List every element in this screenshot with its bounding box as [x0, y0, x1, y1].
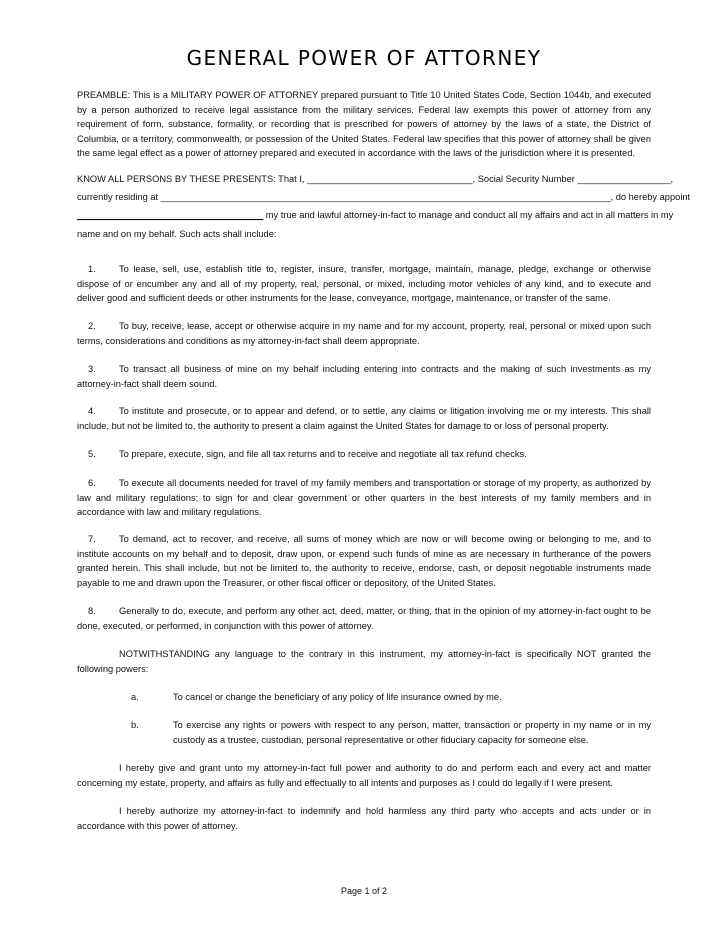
grant-paragraph [77, 761, 651, 790]
grant-text: I hereby give and grant unto my attorney-in-fact full power and authority to do and perform each and every act and matter concerning my estate, property, and affairs as fully and effectually to all intents and purposes as I could do legally if I were present. [77, 763, 651, 788]
item-8-number: 8. [88, 606, 96, 616]
item-4-text: To institute and prosecute, or to appear and defend, or to settle, any claims or litigation involving me or my interests. This shall include, but not be limited to, the authority to present a claim against the United States for damage to or loss of personal property. [77, 406, 651, 431]
item-3-number: 3. [88, 364, 96, 374]
item-4 [77, 404, 651, 433]
item-1-number: 1. [88, 264, 96, 274]
preamble-paragraph: PREAMBLE: This is a MILITARY POWER OF ATTORNEY prepared pursuant to Title 10 United States Code, Section 1044b, and executed by a person authorized to receive legal assistance from the military services. Federal law exempts this power of attorney from any requirement of form, substance, formality, or recording that is prescribed for powers of attorney by the laws of a state, the District of Columbia, or a territory, commonwealth, or possession of the United States. Federal law specifies that this power of attorney shall be given the same legal effect as a power of attorney prepared and executed in accordance with the laws of the jurisdiction where it is presented. [77, 90, 651, 159]
know-all-line-3-text: my true and lawful attorney-in-fact to manage and conduct all my affairs and act in all matters in my [263, 210, 674, 220]
item-6 [77, 476, 651, 520]
item-2-number: 2. [88, 321, 96, 331]
item-1 [77, 262, 651, 306]
exception-b-text: To exercise any rights or powers with respect to any person, matter, transaction or property in my name or in my custody as a trustee, custodian, personal representative or other fiduciary capacity for someone else. [173, 720, 651, 745]
exception-a-text: To cancel or change the beneficiary of any policy of life insurance owned by me. [173, 692, 502, 702]
exception-b-label: b. [131, 720, 139, 730]
item-1-text: To lease, sell, use, establish title to, register, insure, transfer, mortgage, maintain, manage, pledge, exchange or otherwise dispose of or encumber any and all of my property, real, personal, or mixed, including motor vehicles of any kind, and to execute and deliver good and sufficient deeds or other instruments for the lease, conveyance, mortgage, maintenance, or transfer of the same. [77, 264, 651, 304]
exception-b [131, 718, 651, 748]
item-8-text: Generally to do, execute, and perform any other act, deed, matter, or thing, that in the opinion of my attorney-in-fact ought to be done, executed, or performed, in conjunction with this power of attorney. [77, 606, 651, 631]
item-3-text: To transact all business of mine on my behalf including entering into contracts and the making of such investments as my attorney-in-fact shall deem sound. [77, 364, 651, 389]
item-3 [77, 362, 651, 391]
item-7-text: To demand, act to recover, and receive, all sums of money which are now or will become owing or belonging to me, and to institute accounts on my behalf and to deposit, draw upon, or expend such funds of mine as are necessary in furtherance of the powers granted herein. This shall include, but not be limited to, the authority to receive, endorse, cash, or deposit negotiable instruments made payable to me and drawn upon the Treasurer, or other fiscal officer or depository, of the United States. [77, 534, 651, 588]
item-7 [77, 532, 651, 590]
item-5-number: 5. [88, 449, 96, 459]
item-4-number: 4. [88, 406, 96, 416]
item-6-number: 6. [88, 478, 96, 488]
item-5-text: To prepare, execute, sign, and file all tax returns and to receive and negotiate all tax refund checks. [119, 449, 527, 459]
know-all-line-1: KNOW ALL PERSONS BY THESE PRESENTS: That I, ________________________________, Social Security Number __________________, [77, 174, 674, 184]
item-7-number: 7. [88, 534, 96, 544]
item-2 [77, 319, 651, 348]
notwithstanding-paragraph [77, 647, 651, 676]
item-5 [77, 447, 651, 462]
indemnify-text: I hereby authorize my attorney-in-fact to indemnify and hold harmless any third party who accepts and acts under or in accordance with this power of attorney. [77, 806, 651, 831]
know-all-line-3 [77, 208, 673, 223]
item-6-text: To execute all documents needed for travel of my family members and transportation or storage of my property, as authorized by law and military regulations; to sign for and clear government or other quarters in the best interests of my family members and in accordance with law and military regulations. [77, 478, 651, 518]
item-2-text: To buy, receive, lease, accept or otherwise acquire in my name and for my account, property, real, personal or mixed upon such terms, considerations and conditions as my attorney-in-fact shall deem appropriate. [77, 321, 651, 346]
attorney-name-blank[interactable]: ____________________________________ [77, 210, 264, 220]
item-8 [77, 604, 651, 633]
know-all-line-4: name and on my behalf. Such acts shall include: [77, 229, 277, 239]
exception-a-label: a. [131, 692, 139, 702]
page-number: Page 1 of 2 [340, 886, 388, 896]
exception-a [131, 690, 651, 705]
indemnify-paragraph [77, 804, 651, 833]
know-all-line-2: currently residing at _______________________________________________________________________________________, do hereby appoint [77, 192, 691, 202]
document-title: GENERAL POWER OF ATTORNEY [186, 46, 542, 70]
notwithstanding-text: NOTWITHSTANDING any language to the contrary in this instrument, my attorney-in-fact is specifically NOT granted the following powers: [77, 649, 651, 674]
